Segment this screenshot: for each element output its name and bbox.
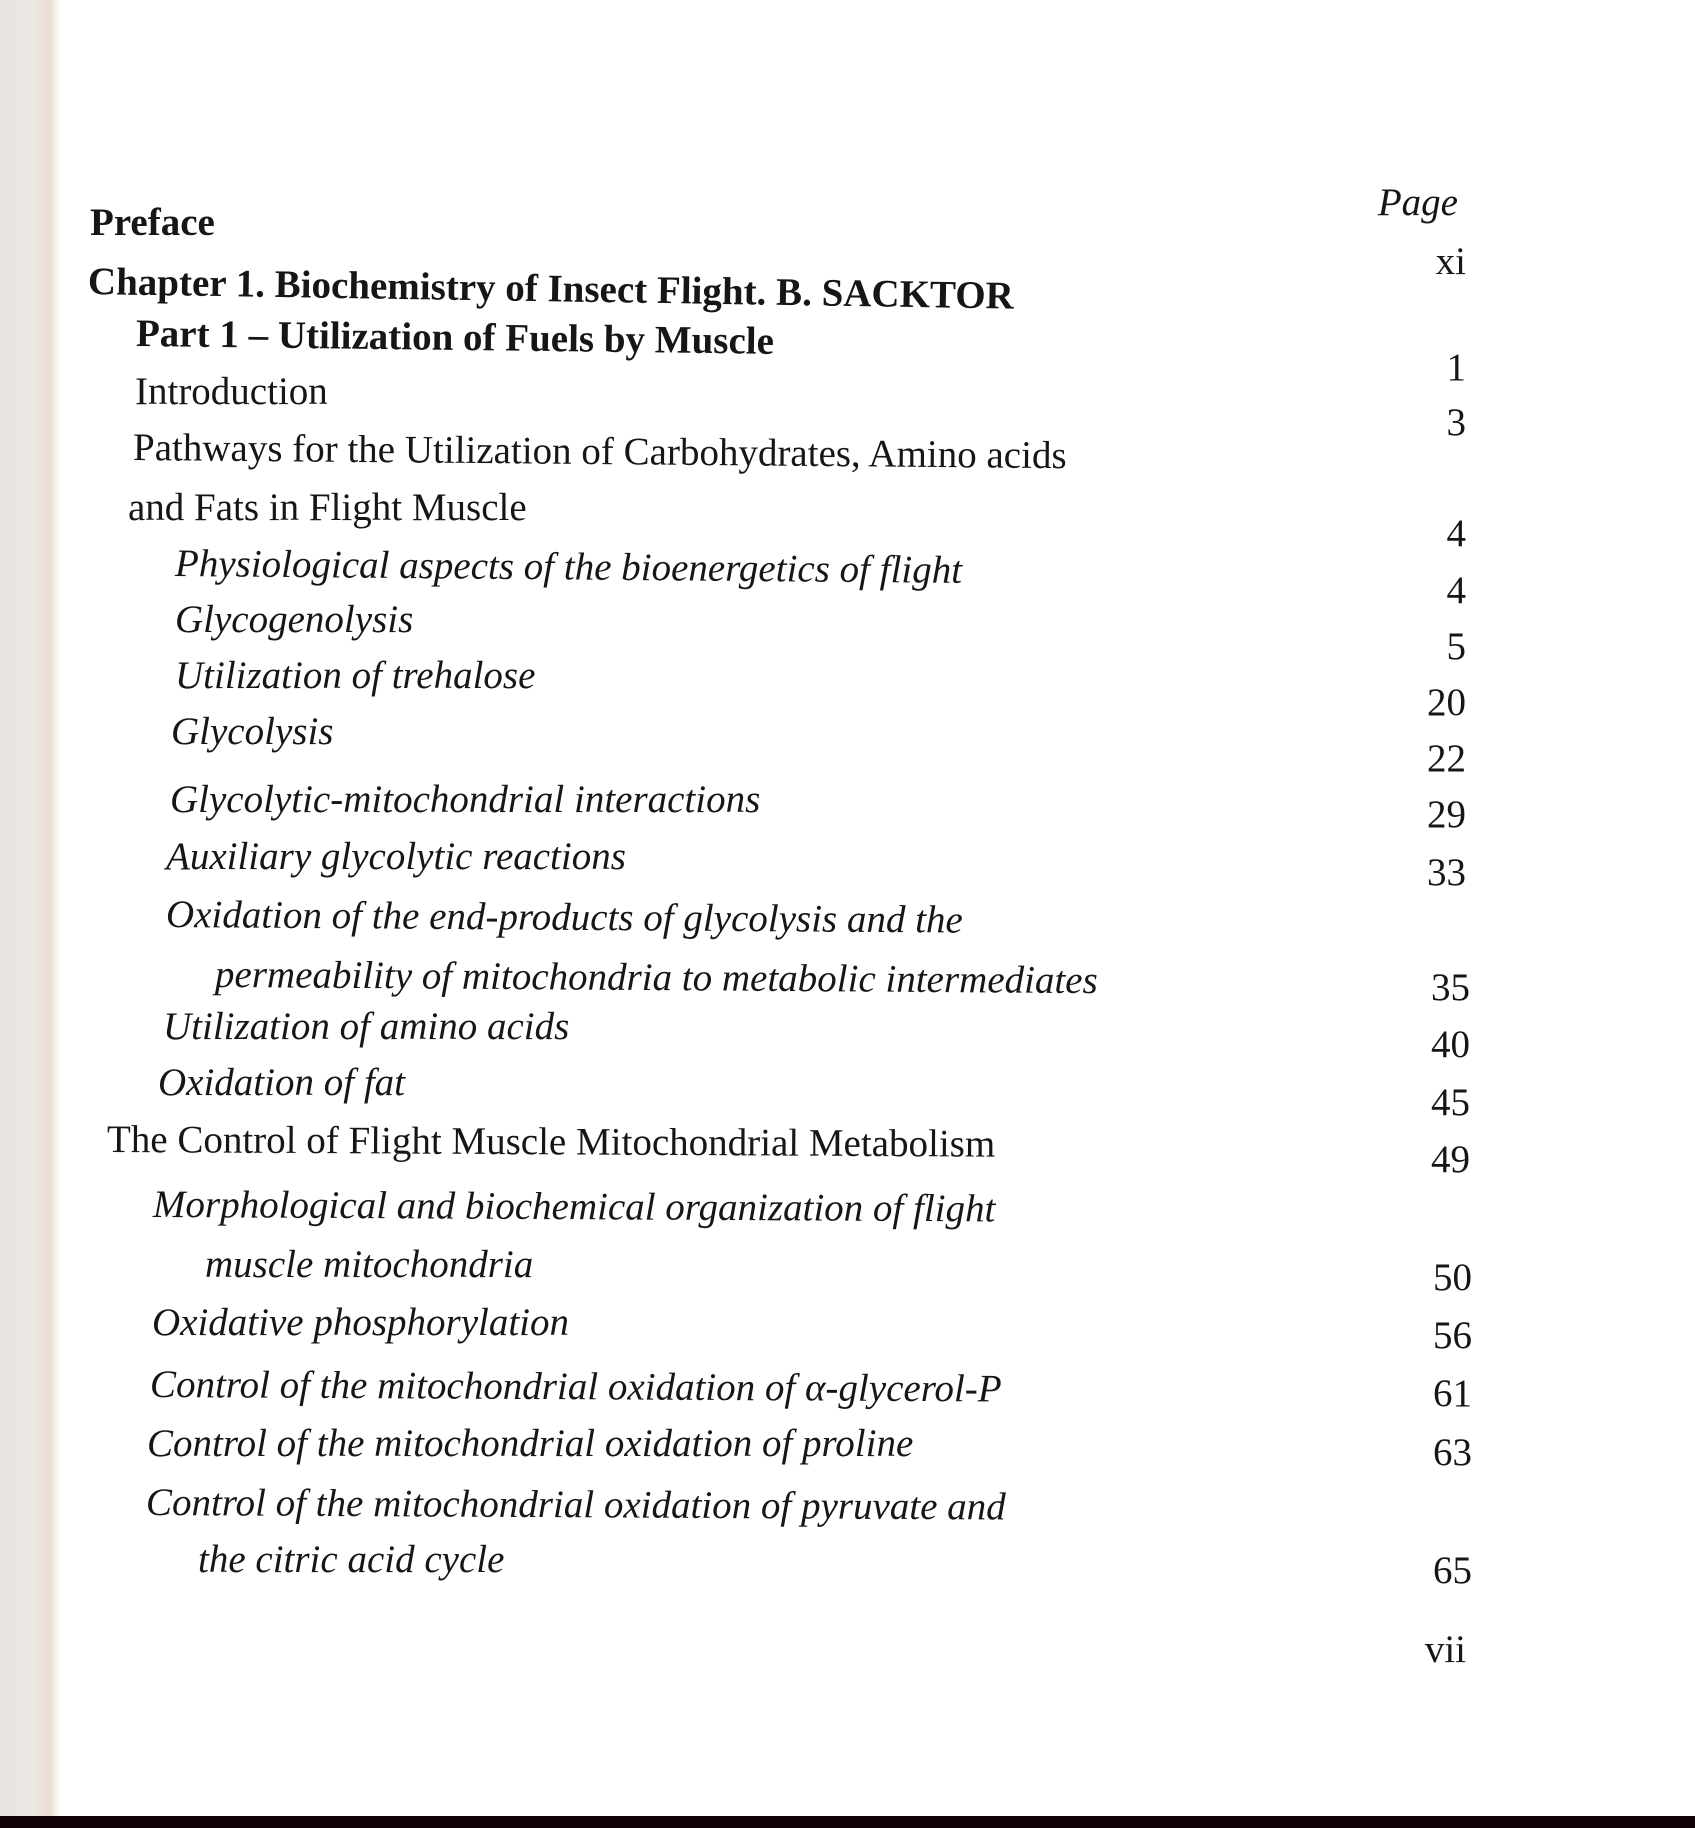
page-number: 56 xyxy=(1433,1314,1472,1357)
folio-page-number: vii xyxy=(1424,1628,1466,1671)
toc-entry: Oxidation of the end-products of glycolysis and the xyxy=(165,893,963,942)
page-number: 50 xyxy=(1433,1256,1472,1299)
page-number: 22 xyxy=(1427,737,1466,780)
page-number: 63 xyxy=(1433,1431,1472,1474)
page-number: 33 xyxy=(1427,851,1466,894)
page-number: 5 xyxy=(1446,625,1466,668)
toc-entry: Glycolysis xyxy=(171,710,334,753)
toc-entry: Control of the mitochondrial oxidation of proline xyxy=(147,1422,914,1465)
toc-entry: Utilization of trehalose xyxy=(175,654,536,697)
page-number: 40 xyxy=(1431,1023,1470,1066)
toc-entry: Pathways for the Utilization of Carbohydrates, Amino acids xyxy=(132,426,1067,478)
toc-entry: Glycolytic-mitochondrial interactions xyxy=(170,778,761,821)
toc-entry: Introduction xyxy=(135,370,328,413)
page-number: 4 xyxy=(1446,512,1466,555)
toc-entry-part: Part 1 – Utilization of Fuels by Muscle xyxy=(135,312,775,363)
page-number: 20 xyxy=(1427,681,1466,724)
page-number: 1 xyxy=(1446,346,1466,389)
toc-entry: Morphological and biochemical organization of flight xyxy=(152,1183,996,1231)
page-gutter-shadow xyxy=(0,0,62,1828)
page-column-header: Page xyxy=(1377,181,1458,224)
page-number: 29 xyxy=(1427,793,1466,836)
page-number: 45 xyxy=(1431,1081,1470,1124)
toc-entry: The Control of Flight Muscle Mitochondrial Metabolism xyxy=(106,1118,996,1166)
toc-entry: permeability of mitochondria to metabolic intermediates xyxy=(214,953,1098,1003)
page-number: 49 xyxy=(1431,1138,1470,1181)
toc-entry-chapter: Chapter 1. Biochemistry of Insect Flight. B. SACKTOR xyxy=(87,260,1015,318)
toc-entry: and Fats in Flight Muscle xyxy=(128,486,527,529)
book-bottom-edge xyxy=(0,1816,1695,1828)
toc-entry: Control of the mitochondrial oxidation of pyruvate and xyxy=(145,1481,1006,1529)
toc-entry: muscle mitochondria xyxy=(205,1243,534,1286)
toc-entry: Utilization of amino acids xyxy=(163,1005,570,1048)
page-number: 65 xyxy=(1433,1549,1472,1592)
toc-entry: Glycogenolysis xyxy=(175,598,414,641)
toc-entry: Control of the mitochondrial oxidation of α-glycerol-P xyxy=(149,1363,1002,1411)
page-number: 35 xyxy=(1431,966,1470,1009)
page-number: 3 xyxy=(1446,401,1466,444)
toc-entry: Auxiliary glycolytic reactions xyxy=(166,835,626,878)
toc-entry-preface: Preface xyxy=(90,201,215,244)
page-number: xi xyxy=(1435,240,1466,283)
toc-entry: Oxidation of fat xyxy=(158,1061,405,1104)
toc-entry: Physiological aspects of the bioenergetics of flight xyxy=(174,542,963,592)
page-number: 4 xyxy=(1446,569,1466,612)
toc-entry: Oxidative phosphorylation xyxy=(152,1301,570,1344)
toc-entry: the citric acid cycle xyxy=(198,1538,505,1581)
page-number: 61 xyxy=(1433,1372,1472,1415)
